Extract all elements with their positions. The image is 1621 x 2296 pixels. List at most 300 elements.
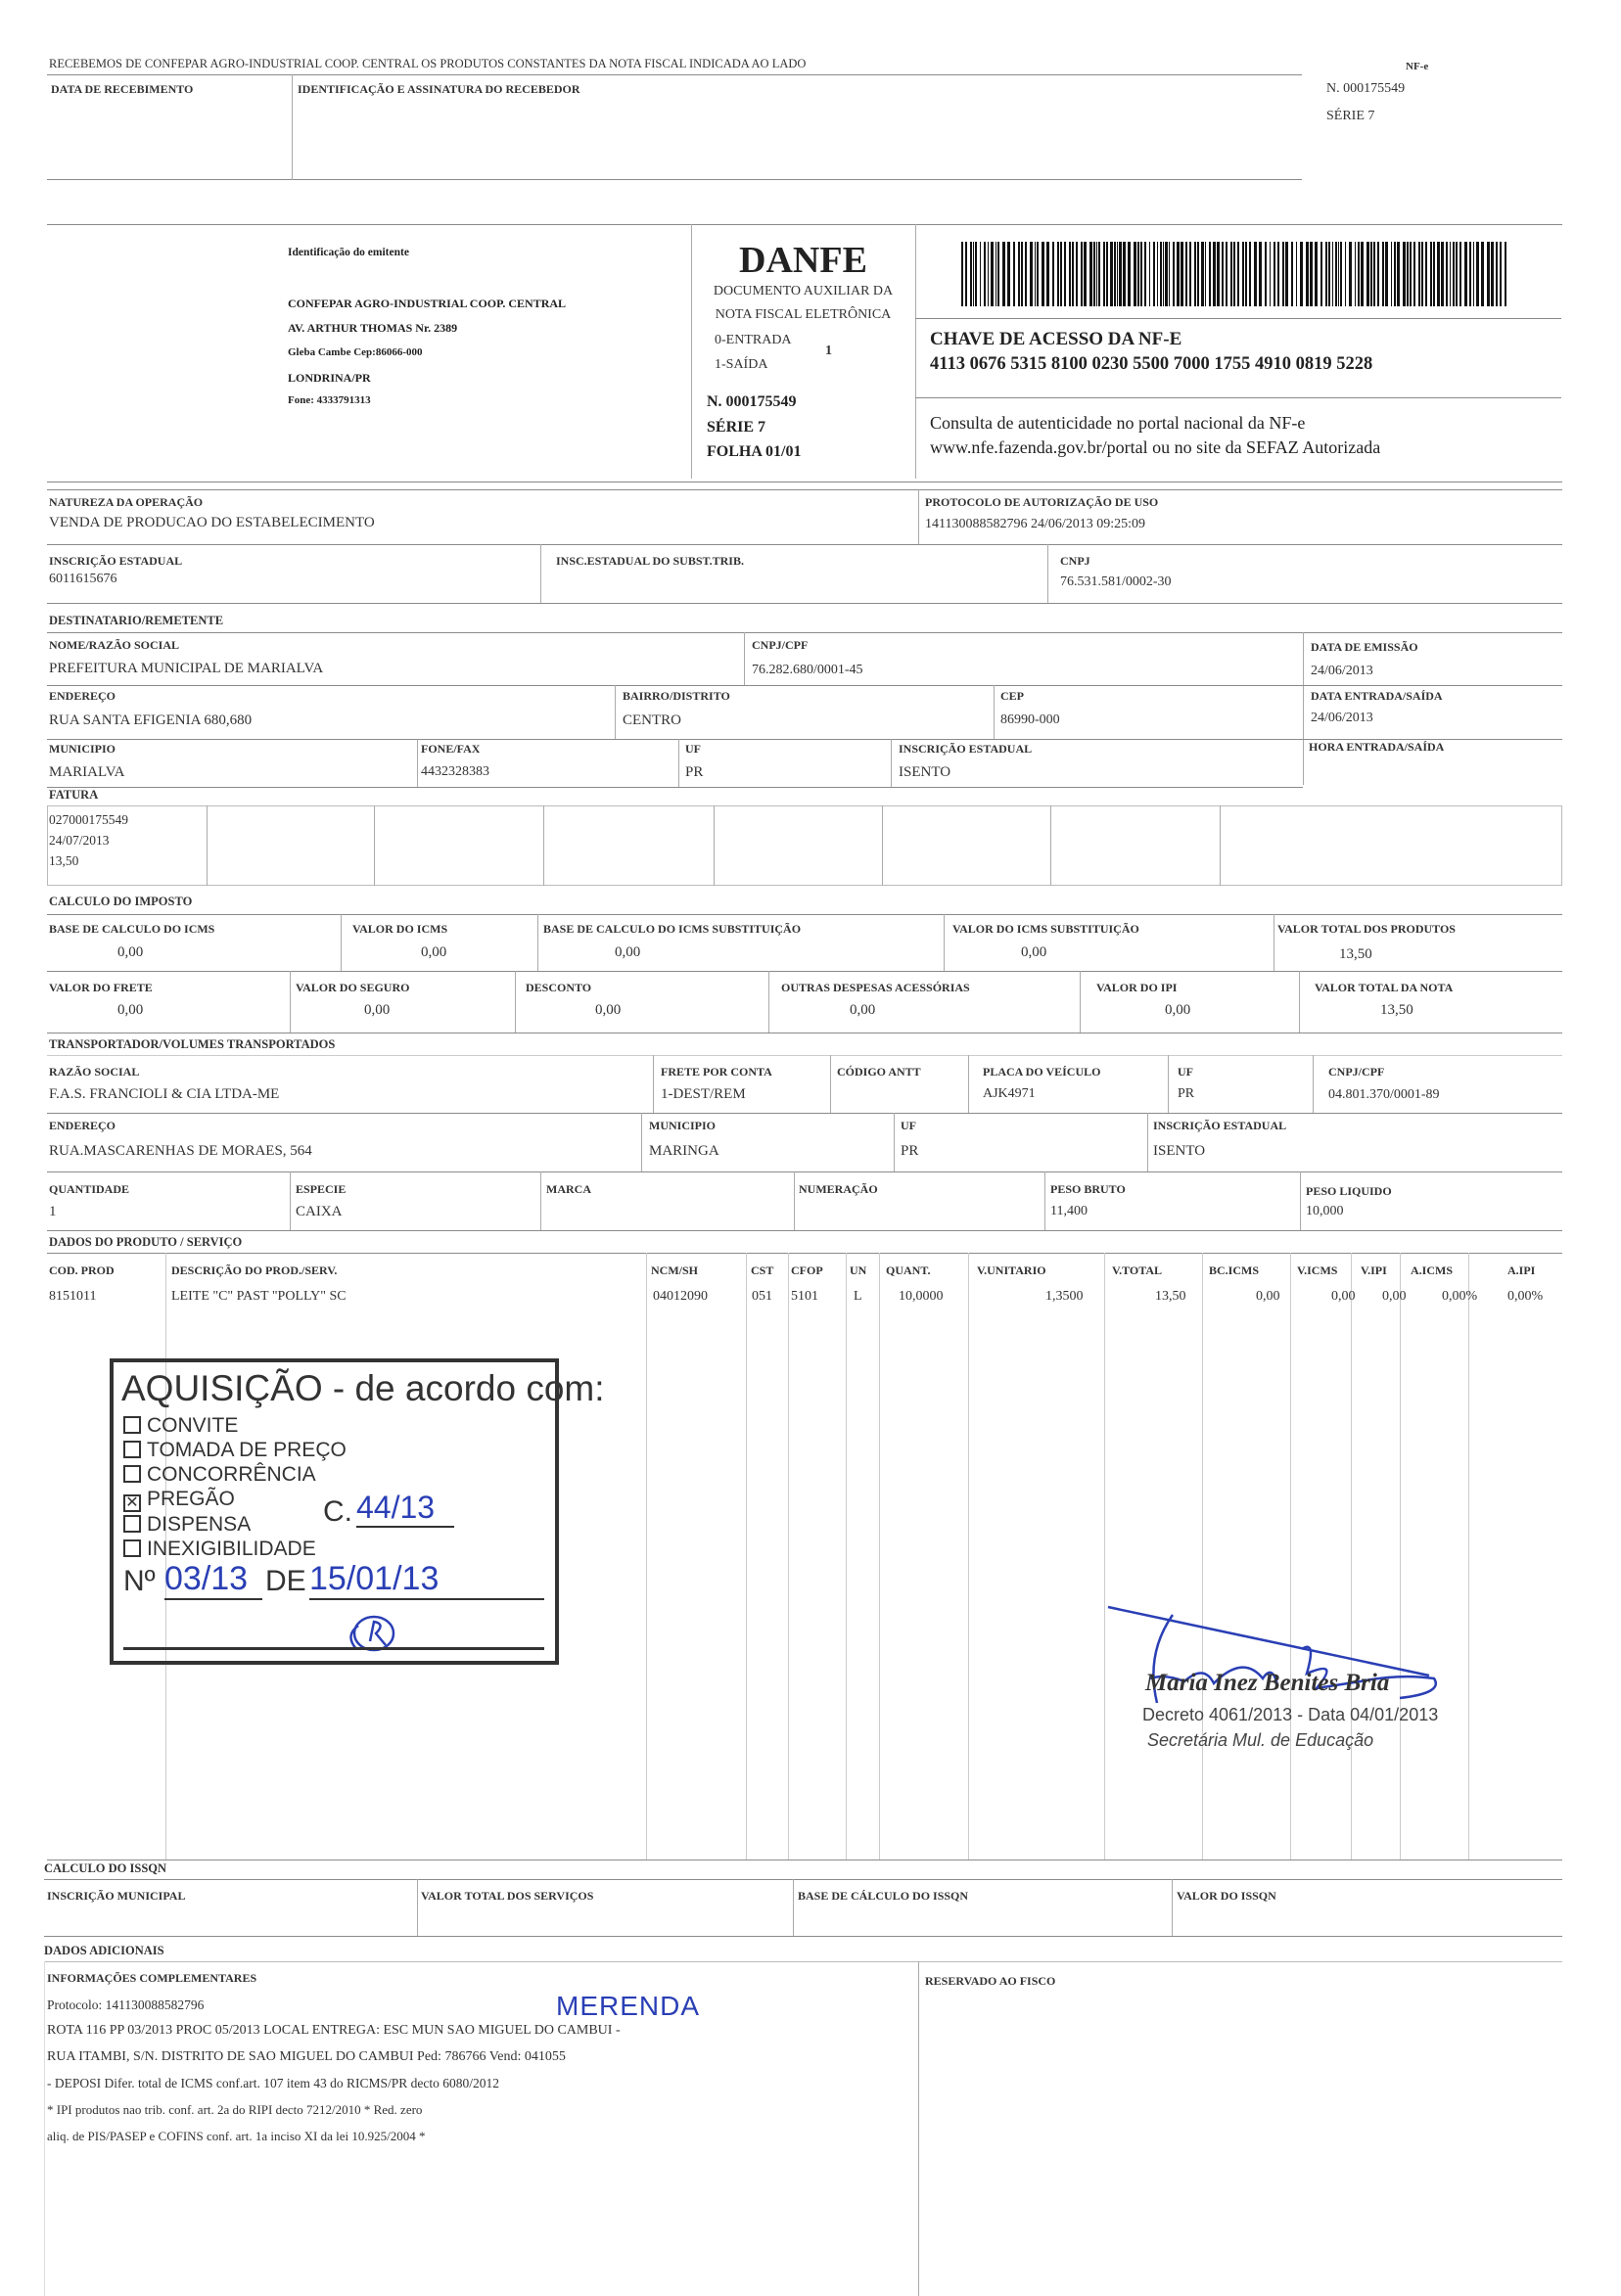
receipt-number: N. 000175549 xyxy=(1326,81,1406,96)
barcode-bar xyxy=(997,242,999,306)
barcode-bar xyxy=(1418,242,1420,306)
issuer-district: Gleba Cambe Cep:86066-000 xyxy=(288,346,423,358)
acquisition-stamp xyxy=(110,1358,605,1665)
species-label: ESPECIE xyxy=(296,1182,347,1196)
fisco-label: RESERVADO AO FISCO xyxy=(925,1974,1056,1988)
info-line-2: ROTA 116 PP 03/2013 PROC 05/2013 LOCAL ENTREGA: ESC MUN SAO MIGUEL DO CAMBUI - xyxy=(47,2023,621,2038)
dest-cnpj: 76.282.680/0001-45 xyxy=(752,663,863,677)
barcode-bar xyxy=(1320,242,1322,306)
freight-label: FRETE POR CONTA xyxy=(661,1065,772,1079)
barcode-bar xyxy=(1169,242,1170,306)
issqn-section: CALCULO DO ISSQN xyxy=(44,1861,167,1875)
signer-decree: Decreto 4061/2013 - Data 04/01/2013 xyxy=(1142,1705,1439,1724)
col-un: UN xyxy=(850,1263,867,1277)
option-label: TOMADA DE PREÇO xyxy=(147,1439,347,1461)
barcode-bar xyxy=(1254,242,1257,306)
dest-phone-label: FONE/FAX xyxy=(421,742,481,756)
info-label: INFORMAÇÕES COMPLEMENTARES xyxy=(47,1971,257,1985)
col-vicms: V.ICMS xyxy=(1297,1263,1338,1277)
barcode-bar xyxy=(1007,242,1010,306)
barcode-bar xyxy=(1197,242,1199,306)
barcode-bar xyxy=(1259,242,1262,306)
fatura-value: 13,50 xyxy=(49,853,79,868)
barcode-bar xyxy=(1397,242,1400,306)
cell-vipi: 0,00 xyxy=(1382,1289,1407,1304)
barcode-bar xyxy=(1076,242,1078,306)
ipi-label: VALOR DO IPI xyxy=(1096,981,1178,994)
barcode-bar xyxy=(1338,242,1339,306)
col-aicms: A.ICMS xyxy=(1411,1263,1454,1277)
stamp-option-tomada xyxy=(123,1438,347,1462)
cell-ncm: 04012090 xyxy=(653,1289,708,1304)
danfe-number: N. 000175549 xyxy=(707,393,797,410)
plate-value: AJK4971 xyxy=(983,1086,1036,1101)
barcode-bar xyxy=(1249,242,1251,306)
barcode-bar xyxy=(984,242,986,306)
barcode-bar xyxy=(988,242,989,306)
barcode-bar xyxy=(1464,242,1467,306)
destinatario-section: DESTINATARIO/REMETENTE xyxy=(49,614,224,627)
barcode-bar xyxy=(991,242,994,306)
info-line-1: Protocolo: 141130088582796 xyxy=(47,1998,205,2012)
barcode-bar xyxy=(1160,242,1162,306)
imposto-section: CALCULO DO IMPOSTO xyxy=(49,895,193,908)
ipi-value: 0,00 xyxy=(1165,1002,1191,1018)
barcode-bar xyxy=(1209,242,1211,306)
barcode-bar xyxy=(1217,242,1220,306)
dest-address-label: ENDEREÇO xyxy=(49,689,116,703)
barcode-bar xyxy=(1081,242,1083,306)
col-vipi: V.IPI xyxy=(1361,1263,1387,1277)
dest-uf-label: UF xyxy=(685,742,701,756)
col-vtotal: V.TOTAL xyxy=(1112,1263,1163,1277)
column-divider xyxy=(846,1253,847,1860)
carrier-uf-label: UF xyxy=(1178,1065,1193,1079)
barcode-bar xyxy=(1385,242,1388,306)
carrier-address: RUA.MASCARENHAS DE MORAES, 564 xyxy=(49,1143,312,1159)
carrier-uf2-label: UF xyxy=(901,1119,916,1132)
carrier-cnpj-label: CNPJ/CPF xyxy=(1328,1065,1385,1079)
dest-district: CENTRO xyxy=(623,712,681,728)
barcode-bar xyxy=(1189,242,1191,306)
barcode-bar xyxy=(1205,242,1206,306)
barcode-bar xyxy=(1060,242,1062,306)
access-key-title: CHAVE DE ACESSO DA NF-E xyxy=(930,329,1182,349)
barcode-bar xyxy=(970,242,972,306)
barcode-bar xyxy=(980,242,981,306)
receipt-statement: RECEBEMOS DE CONFEPAR AGRO-INDUSTRIAL COOP. CENTRAL OS PRODUTOS CONSTANTES DA NOTA FISCAL INDICADA AO LADO xyxy=(49,57,807,70)
bc-icms-label: BASE DE CALCULO DO ICMS xyxy=(49,922,215,936)
barcode-bar xyxy=(1021,242,1023,306)
option-label: PREGÃO xyxy=(147,1488,235,1510)
barcode-bar xyxy=(1144,242,1146,306)
barcode-bar xyxy=(1366,242,1369,306)
carrier-ie: ISENTO xyxy=(1153,1143,1206,1159)
barcode-bar xyxy=(961,242,963,306)
bc-icms-st-label: BASE DE CALCULO DO ICMS SUBSTITUIÇÃO xyxy=(543,922,802,936)
barcode xyxy=(961,242,1509,308)
produtos-section: DADOS DO PRODUTO / SERVIÇO xyxy=(49,1235,243,1249)
entry-date: 24/06/2013 xyxy=(1311,711,1373,725)
natureza-label: NATUREZA DA OPERAÇÃO xyxy=(49,495,204,509)
seguro-label: VALOR DO SEGURO xyxy=(296,981,410,994)
freight-value: 1-DEST/REM xyxy=(661,1086,746,1102)
checkbox-icon xyxy=(123,1441,141,1458)
barcode-bar xyxy=(1473,242,1474,306)
barcode-bar xyxy=(1110,242,1113,306)
fatura-due-date: 24/07/2013 xyxy=(49,833,110,848)
cell-cod: 8151011 xyxy=(49,1289,97,1304)
col-desc: DESCRIÇÃO DO PROD./SERV. xyxy=(171,1263,338,1277)
barcode-bar xyxy=(1361,242,1364,306)
checkbox-icon xyxy=(123,1515,141,1533)
danfe-subtitle-1: DOCUMENTO AUXILIAR DA xyxy=(713,284,894,298)
info-line-3: RUA ITAMBI, S/N. DISTRITO DE SAO MIGUEL DO CAMBUI Ped: 786766 Vend: 041055 xyxy=(47,2049,566,2064)
carrier-address-label: ENDEREÇO xyxy=(49,1119,116,1132)
barcode-bar xyxy=(1481,242,1484,306)
bc-icms-value: 0,00 xyxy=(117,944,144,960)
barcode-bar xyxy=(1140,242,1142,306)
barcode-bar xyxy=(1025,242,1027,306)
barcode-bar xyxy=(1410,242,1412,306)
cnpj-value: 76.531.581/0002-30 xyxy=(1060,574,1172,589)
option-label: CONVITE xyxy=(147,1414,239,1437)
barcode-bar xyxy=(1230,242,1232,306)
barcode-bar xyxy=(1407,242,1409,306)
barcode-bar xyxy=(965,242,967,306)
barcode-bar xyxy=(975,242,977,306)
barcode-bar xyxy=(1270,242,1271,306)
column-divider xyxy=(1290,1253,1291,1860)
stamp-option-convite xyxy=(123,1413,347,1438)
barcode-bar xyxy=(1064,242,1066,306)
carrier-uf: PR xyxy=(1178,1086,1195,1101)
barcode-bar xyxy=(1469,242,1471,306)
carrier-city-label: MUNICIPIO xyxy=(649,1119,716,1132)
entrada-option: 0-ENTRADA xyxy=(715,333,792,347)
checked-checkbox-icon: ✕ xyxy=(123,1494,141,1512)
barcode-bar xyxy=(1177,242,1180,306)
barcode-bar xyxy=(1394,242,1396,306)
stamp-c-value: 44/13 xyxy=(356,1490,454,1528)
nfe-label: NF-e xyxy=(1406,61,1429,72)
checkbox-icon xyxy=(123,1539,141,1557)
barcode-bar xyxy=(1149,242,1150,306)
stamp-option-concorrencia xyxy=(123,1462,347,1487)
info-line-4: - DEPOSI Difer. total de ICMS conf.art. 107 item 43 do RICMS/PR decto 6080/2012 xyxy=(47,2076,499,2090)
access-key-value: 4113 0676 5315 8100 0230 5500 7000 1755 4910 0819 5228 xyxy=(930,354,1373,374)
adicionais-section: DADOS ADICIONAIS xyxy=(44,1944,164,1957)
bc-icms-st-value: 0,00 xyxy=(615,944,641,960)
col-vunit: V.UNITARIO xyxy=(977,1263,1046,1277)
cell-cst: 051 xyxy=(752,1289,772,1304)
receiver-signature-label: IDENTIFICAÇÃO E ASSINATURA DO RECEBEDOR xyxy=(298,82,580,96)
stamp-c-label: C. xyxy=(323,1495,352,1528)
barcode-bar xyxy=(1265,242,1267,306)
issqn-services-label: VALOR TOTAL DOS SERVIÇOS xyxy=(421,1889,594,1903)
net-weight-label: PESO LIQUIDO xyxy=(1306,1184,1392,1198)
stamp-option-pregao xyxy=(123,1487,347,1512)
barcode-bar xyxy=(1046,242,1049,306)
cell-vunit: 1,3500 xyxy=(1045,1289,1084,1304)
barcode-bar xyxy=(1315,242,1318,306)
dest-name: PREFEITURA MUNICIPAL DE MARIALVA xyxy=(49,661,324,676)
barcode-bar xyxy=(1349,242,1352,306)
issuer-phone: Fone: 4333791313 xyxy=(288,394,371,406)
barcode-bar xyxy=(1285,242,1288,306)
barcode-bar xyxy=(973,242,974,306)
barcode-bar xyxy=(1037,242,1039,306)
barcode-bar xyxy=(1430,242,1432,306)
barcode-bar xyxy=(1433,242,1435,306)
barcode-bar xyxy=(1128,242,1131,306)
barcode-bar xyxy=(1446,242,1448,306)
stamp-n-label: Nº xyxy=(123,1565,156,1597)
barcode-bar xyxy=(1089,242,1092,306)
barcode-bar xyxy=(1134,242,1136,306)
carrier-uf2: PR xyxy=(901,1143,919,1159)
barcode-bar xyxy=(1487,242,1490,306)
barcode-bar xyxy=(1165,242,1168,306)
species-value: CAIXA xyxy=(296,1204,343,1219)
barcode-bar xyxy=(1117,242,1118,306)
dest-ie: ISENTO xyxy=(899,764,951,780)
carrier-city: MARINGA xyxy=(649,1143,719,1159)
outras-value: 0,00 xyxy=(850,1002,876,1018)
option-label: INEXIGIBILIDADE xyxy=(147,1538,316,1560)
barcode-bar xyxy=(1382,242,1384,306)
barcode-bar xyxy=(1242,242,1244,306)
barcode-bar xyxy=(1332,242,1333,306)
column-divider xyxy=(1104,1253,1105,1860)
issuer-name: CONFEPAR AGRO-INDUSTRIAL COOP. CENTRAL xyxy=(288,297,567,310)
barcode-bar xyxy=(1098,242,1100,306)
cell-aicms: 0,00% xyxy=(1442,1289,1478,1304)
stamp-de-value: 15/01/13 xyxy=(309,1560,544,1600)
entry-time-label: HORA ENTRADA/SAÍDA xyxy=(1309,740,1445,754)
dest-cep-label: CEP xyxy=(1000,689,1024,703)
cell-vicms: 0,00 xyxy=(1331,1289,1356,1304)
receipt-date-label: DATA DE RECEBIMENTO xyxy=(51,82,194,96)
cell-desc: LEITE "C" PAST "POLLY" SC xyxy=(171,1289,347,1304)
barcode-bar xyxy=(1057,242,1059,306)
barcode-bar xyxy=(1370,242,1372,306)
col-cfop: CFOP xyxy=(791,1263,823,1277)
barcode-bar xyxy=(1245,242,1247,306)
total-nota-value: 13,50 xyxy=(1380,1002,1413,1018)
receipt-series: SÉRIE 7 xyxy=(1326,109,1375,123)
total-produtos-value: 13,50 xyxy=(1339,946,1372,962)
total-nota-label: VALOR TOTAL DA NOTA xyxy=(1315,981,1454,994)
barcode-bar xyxy=(1163,242,1164,306)
issuer-address: AV. ARTHUR THOMAS Nr. 2389 xyxy=(288,321,458,335)
danfe-subtitle-2: NOTA FISCAL ELETRÔNICA xyxy=(715,307,892,322)
barcode-bar xyxy=(1018,242,1020,306)
barcode-bar xyxy=(1325,242,1327,306)
stamp-option-inexigibilidade xyxy=(123,1537,347,1561)
barcode-bar xyxy=(1226,242,1227,306)
issqn-value-label: VALOR DO ISSQN xyxy=(1177,1889,1276,1903)
barcode-bar xyxy=(1153,242,1155,306)
column-divider xyxy=(879,1253,880,1860)
column-divider xyxy=(968,1253,969,1860)
barcode-bar xyxy=(1042,242,1044,306)
stamp-options xyxy=(123,1413,347,1561)
dest-address: RUA SANTA EFIGENIA 680,680 xyxy=(49,712,253,728)
barcode-bar xyxy=(1277,242,1279,306)
col-ncm: NCM/SH xyxy=(651,1263,698,1277)
fatura-box xyxy=(47,805,1562,886)
dest-phone: 4432328383 xyxy=(421,764,489,779)
stamp-de-label: DE xyxy=(265,1565,306,1597)
consulta-line-1: Consulta de autenticidade no portal nacional da NF-e xyxy=(930,413,1306,433)
danfe-series: SÉRIE 7 xyxy=(707,419,766,436)
barcode-bar xyxy=(1491,242,1494,306)
barcode-bar xyxy=(1500,242,1502,306)
barcode-bar xyxy=(1084,242,1087,306)
barcode-bar xyxy=(1013,242,1015,306)
receiver-signature-field[interactable] xyxy=(296,98,1294,176)
brand-label: MARCA xyxy=(546,1182,591,1196)
cell-aipi: 0,00% xyxy=(1507,1289,1544,1304)
cnpj-label: CNPJ xyxy=(1060,554,1090,568)
col-cst: CST xyxy=(751,1263,774,1277)
operation-type: 1 xyxy=(825,344,832,358)
stamp-title: AQUISIÇÃO - de acordo com: xyxy=(121,1368,605,1408)
barcode-bar xyxy=(1030,242,1033,306)
emission-date-label: DATA DE EMISSÃO xyxy=(1311,640,1418,654)
barcode-bar xyxy=(1119,242,1122,306)
barcode-bar xyxy=(1456,242,1458,306)
column-divider xyxy=(1202,1253,1203,1860)
barcode-bar xyxy=(1201,242,1204,306)
checkbox-icon xyxy=(123,1465,141,1483)
consulta-line-2[interactable]: www.nfe.fazenda.gov.br/portal ou no site da SEFAZ Autorizada xyxy=(930,437,1381,457)
ie-st-label: INSC.ESTADUAL DO SUBST.TRIB. xyxy=(556,554,744,568)
natureza-value: VENDA DE PRODUCAO DO ESTABELECIMENTO xyxy=(49,515,375,530)
net-weight: 10,000 xyxy=(1306,1204,1344,1218)
stamp-option-dispensa xyxy=(123,1512,347,1537)
signer-name: Maria Inez Benites Bria xyxy=(1145,1670,1390,1696)
transportador-section: TRANSPORTADOR/VOLUMES TRANSPORTADOS xyxy=(49,1037,336,1051)
issuer-city: LONDRINA/PR xyxy=(288,371,371,385)
barcode-bar xyxy=(1002,242,1005,306)
carrier-name: F.A.S. FRANCIOLI & CIA LTDA-ME xyxy=(49,1086,280,1102)
ie-label: INSCRIÇÃO ESTADUAL xyxy=(49,554,183,568)
dest-name-label: NOME/RAZÃO SOCIAL xyxy=(49,638,180,652)
barcode-bar xyxy=(1453,242,1455,306)
col-quant: QUANT. xyxy=(886,1263,931,1277)
total-produtos-label: VALOR TOTAL DOS PRODUTOS xyxy=(1277,922,1456,936)
carrier-ie-label: INSCRIÇÃO ESTADUAL xyxy=(1153,1119,1287,1132)
barcode-bar xyxy=(1403,242,1406,306)
barcode-bar xyxy=(1035,242,1036,306)
barcode-bar xyxy=(1335,242,1337,306)
barcode-bar xyxy=(1476,242,1479,306)
barcode-bar xyxy=(1194,242,1196,306)
stamp-n-value: 03/13 xyxy=(164,1560,262,1600)
cell-un: L xyxy=(854,1289,862,1304)
barcode-bar xyxy=(1459,242,1461,306)
icms-label: VALOR DO ICMS xyxy=(352,922,448,936)
dest-city: MARIALVA xyxy=(49,764,125,780)
fatura-section: FATURA xyxy=(49,788,99,802)
saida-option: 1-SAÍDA xyxy=(715,357,768,372)
carrier-cnpj: 04.801.370/0001-89 xyxy=(1328,1087,1440,1102)
barcode-bar xyxy=(1450,242,1451,306)
barcode-bar xyxy=(1441,242,1444,306)
icms-st-label: VALOR DO ICMS SUBSTITUIÇÃO xyxy=(952,922,1139,936)
icms-value: 0,00 xyxy=(421,944,447,960)
emission-date: 24/06/2013 xyxy=(1311,664,1373,678)
barcode-bar xyxy=(1345,242,1346,306)
column-divider xyxy=(1351,1253,1352,1860)
barcode-bar xyxy=(1072,242,1074,306)
barcode-bar xyxy=(1340,242,1342,306)
initials-mark xyxy=(339,1612,407,1663)
barcode-bar xyxy=(1391,242,1392,306)
gross-weight: 11,400 xyxy=(1050,1204,1088,1218)
gross-weight-label: PESO BRUTO xyxy=(1050,1182,1126,1196)
barcode-bar xyxy=(1300,242,1303,306)
seguro-value: 0,00 xyxy=(364,1002,391,1018)
barcode-bar xyxy=(1282,242,1284,306)
column-divider xyxy=(788,1253,789,1860)
dest-cep: 86990-000 xyxy=(1000,712,1060,727)
barcode-bar xyxy=(1069,242,1071,306)
barcode-bar xyxy=(1103,242,1105,306)
barcode-bar xyxy=(1328,242,1330,306)
barcode-bar xyxy=(1222,242,1224,306)
barcode-bar xyxy=(1233,242,1235,306)
barcode-bar xyxy=(1421,242,1423,306)
cell-cfop: 5101 xyxy=(791,1289,818,1304)
barcode-bar xyxy=(1123,242,1126,306)
protocolo-label: PROTOCOLO DE AUTORIZAÇÃO DE USO xyxy=(925,495,1159,509)
desconto-label: DESCONTO xyxy=(526,981,592,994)
dest-district-label: BAIRRO/DISTRITO xyxy=(623,689,730,703)
issuer-label: Identificação do emitente xyxy=(288,247,409,258)
numbering-label: NUMERAÇÃO xyxy=(799,1182,878,1196)
cell-bcicms: 0,00 xyxy=(1256,1289,1280,1304)
checkbox-icon xyxy=(123,1416,141,1434)
barcode-bar xyxy=(1310,242,1313,306)
barcode-bar xyxy=(1237,242,1239,306)
receipt-date-field[interactable] xyxy=(49,98,284,176)
antt-label: CÓDIGO ANTT xyxy=(837,1065,921,1079)
barcode-bar xyxy=(1373,242,1375,306)
outras-label: OUTRAS DESPESAS ACESSÓRIAS xyxy=(781,981,970,994)
issqn-base-label: BASE DE CÁLCULO DO ISSQN xyxy=(798,1889,969,1903)
barcode-bar xyxy=(1137,242,1139,306)
qty-label: QUANTIDADE xyxy=(49,1182,130,1196)
cell-vtotal: 13,50 xyxy=(1155,1289,1186,1304)
barcode-bar xyxy=(1358,242,1360,306)
signer-role: Secretária Mul. de Educação xyxy=(1147,1730,1374,1750)
entry-date-label: DATA ENTRADA/SAÍDA xyxy=(1311,689,1443,703)
danfe-title: DANFE xyxy=(739,240,867,281)
dest-ie-label: INSCRIÇÃO ESTADUAL xyxy=(899,742,1033,756)
barcode-bar xyxy=(1425,242,1427,306)
column-divider xyxy=(1400,1253,1401,1860)
col-aipi: A.IPI xyxy=(1507,1263,1536,1277)
col-cod: COD. PROD xyxy=(49,1263,115,1277)
dest-city-label: MUNICIPIO xyxy=(49,742,116,756)
barcode-bar xyxy=(1106,242,1108,306)
barcode-bar xyxy=(1496,242,1498,306)
fatura-number: 027000175549 xyxy=(49,812,128,827)
column-divider xyxy=(1468,1253,1469,1860)
